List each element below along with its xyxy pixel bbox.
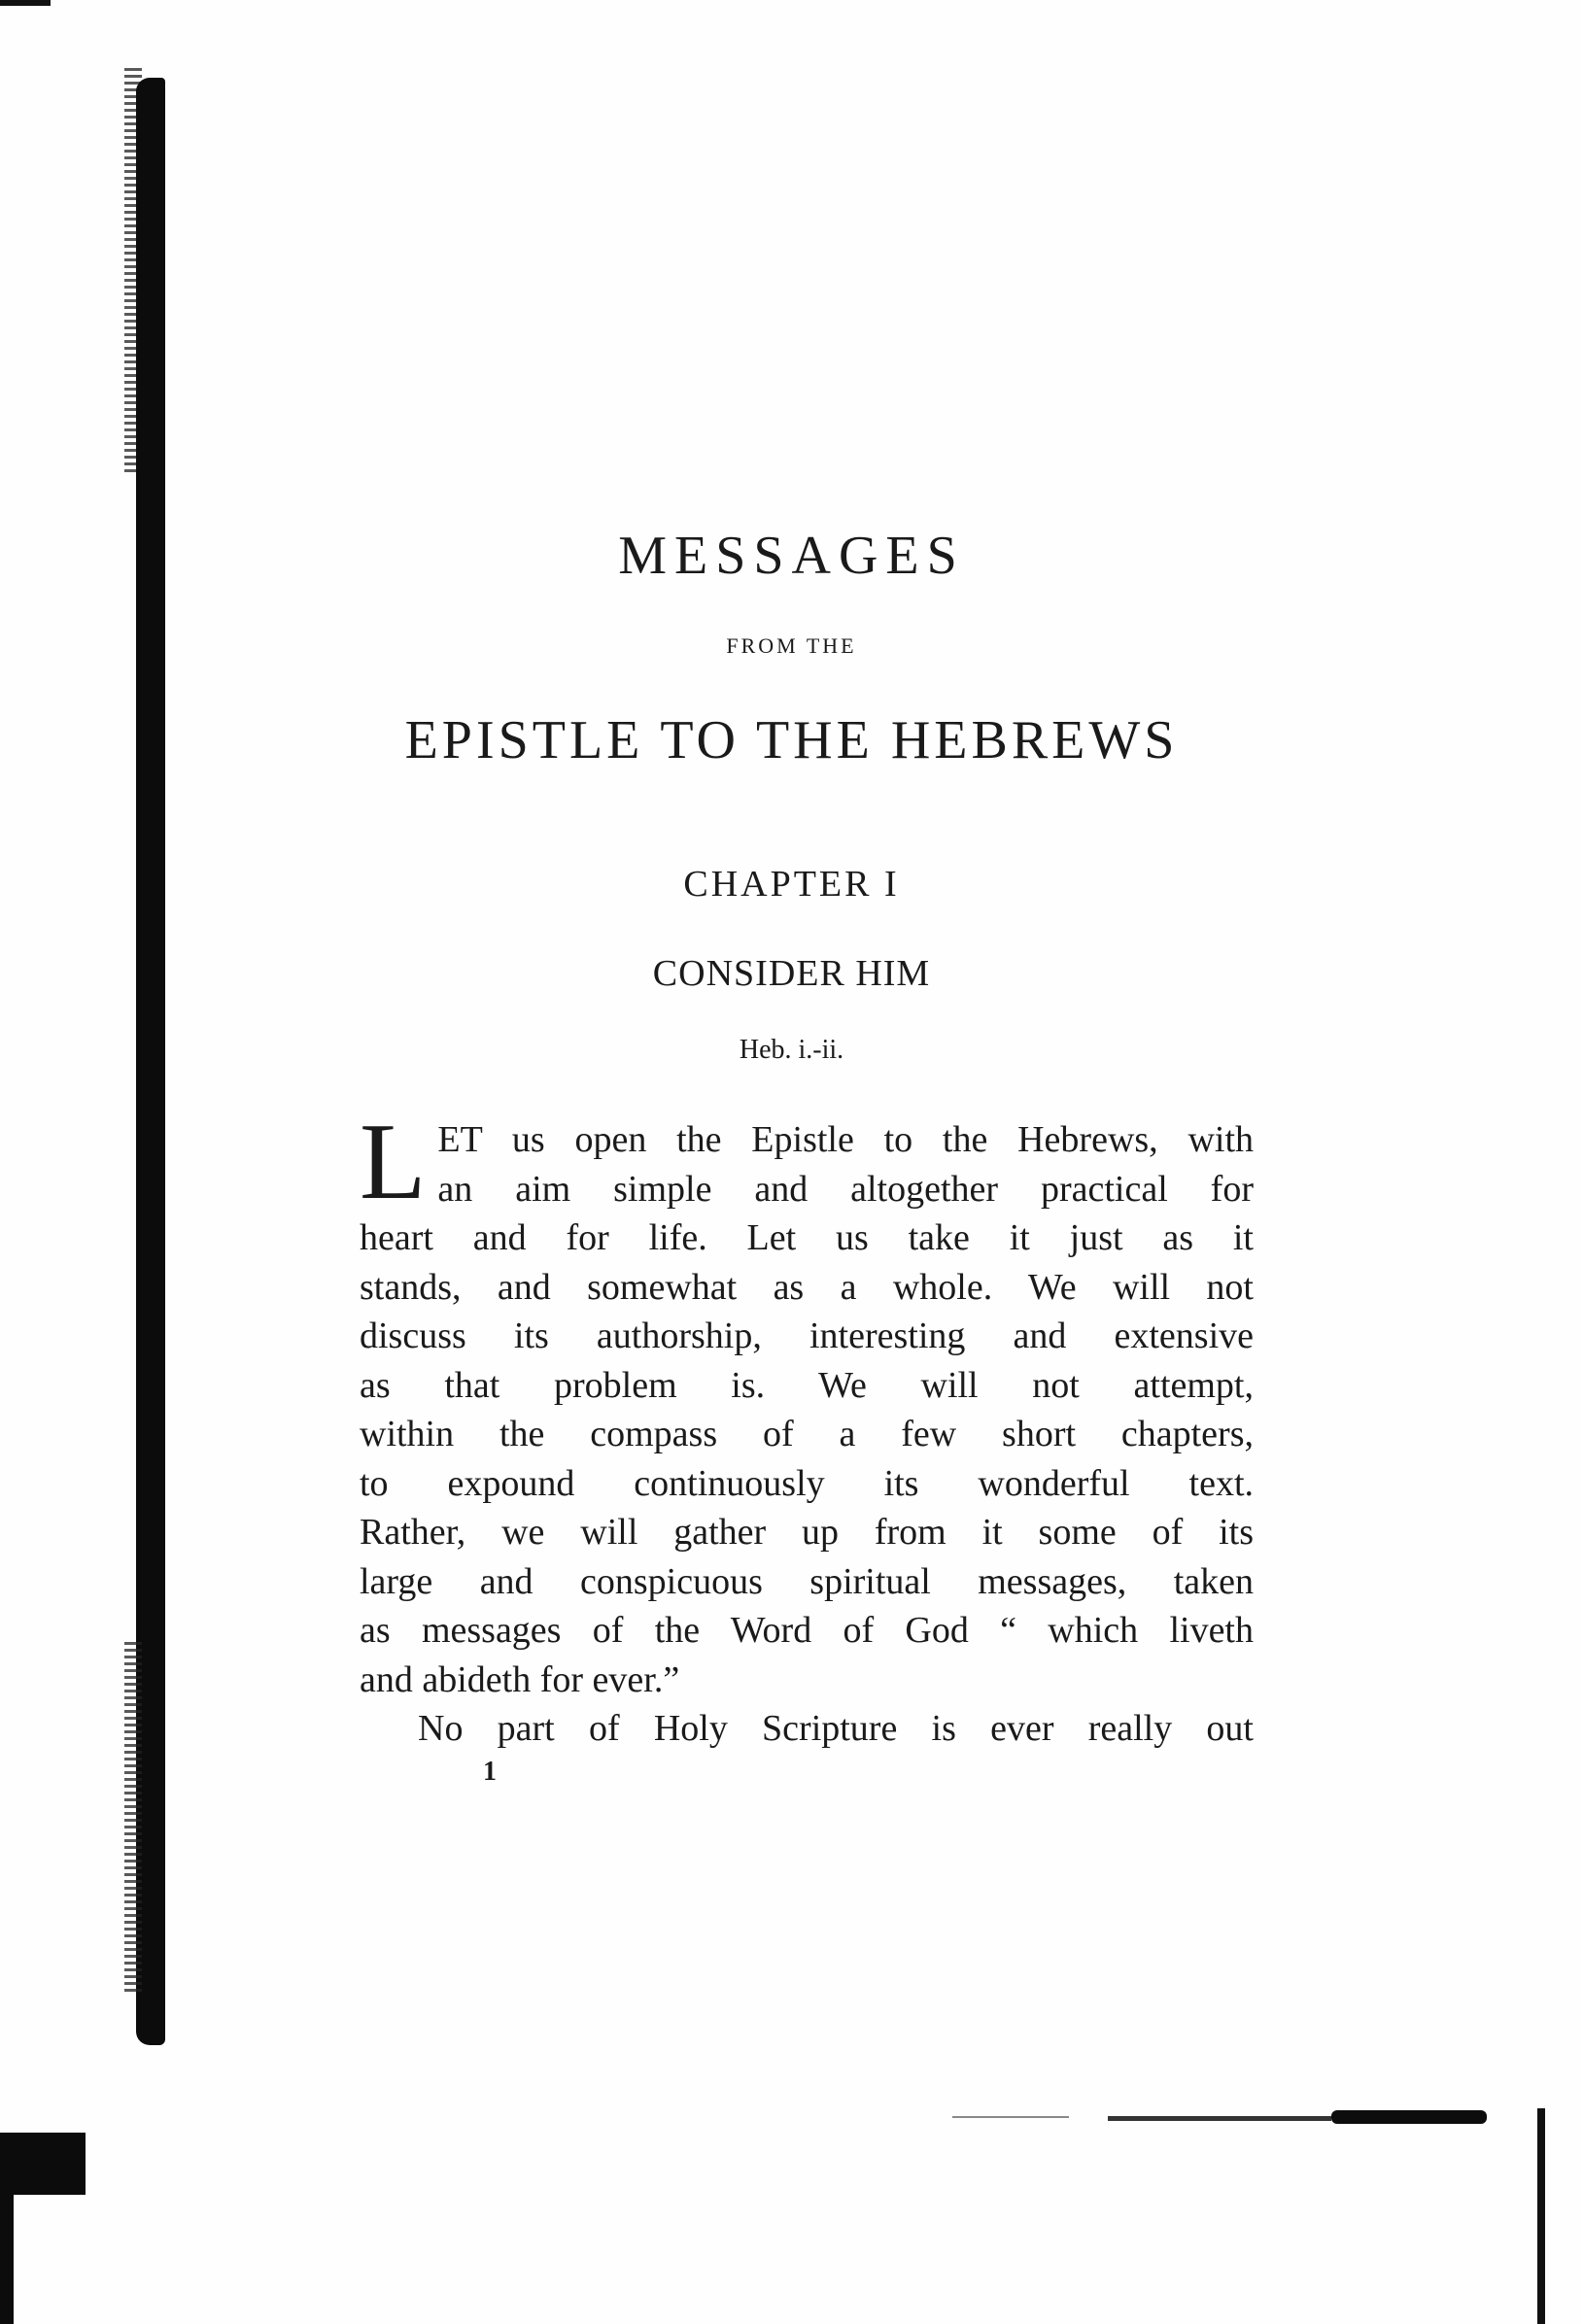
chapter-title: CONSIDER HIM	[652, 953, 931, 994]
text-line-paragraph-2: No part of Holy Scripture is ever really out	[418, 1708, 1254, 1749]
text-line: as messages of the Word of God “ which liveth	[360, 1610, 1254, 1651]
scan-artifact-bottom-line-1	[952, 2116, 1069, 2118]
scan-artifact-bottom-line-3	[1331, 2110, 1487, 2124]
text-line: Rather, we will gather up from it some of its	[360, 1512, 1254, 1553]
title-from-the: FROM THE	[726, 633, 857, 658]
text-line: stands, and somewhat as a whole. We will not	[360, 1266, 1254, 1308]
chapter-number: CHAPTER I	[683, 864, 900, 905]
text-line: heart and for life. Let us take it just as it	[360, 1217, 1254, 1258]
text-line: and abideth for ever.”	[360, 1658, 680, 1700]
title-epistle: EPISTLE TO THE HEBREWS	[404, 710, 1179, 770]
text-line: discuss its authorship, interesting and extensive	[360, 1316, 1254, 1356]
text-line: to expound continuously its wonderful text.	[360, 1462, 1254, 1504]
title-messages: MESSAGES	[618, 526, 965, 586]
scan-speckle-bottom	[124, 1642, 142, 1992]
text-line: large and conspicuous spiritual messages, taken	[360, 1560, 1254, 1602]
scan-artifact-top-left	[0, 0, 51, 6]
text-line: within the compass of a few short chapters,	[360, 1414, 1254, 1454]
page-number: 1	[483, 1757, 497, 1787]
scan-artifact-bottom-left-edge	[0, 2133, 14, 2324]
scan-artifact-bottom-line-2	[1108, 2116, 1331, 2121]
drop-cap: L	[360, 1102, 427, 1222]
text-line: ET us open the Epistle to the Hebrews, with	[437, 1119, 1254, 1160]
scripture-reference: Heb. i.-ii.	[739, 1035, 844, 1065]
text-line: as that problem is. We will not attempt,	[360, 1364, 1254, 1406]
scan-artifact-right-edge	[1537, 2108, 1545, 2324]
text-line: an aim simple and altogether practical for	[437, 1168, 1254, 1210]
body-text	[360, 1102, 1254, 1754]
